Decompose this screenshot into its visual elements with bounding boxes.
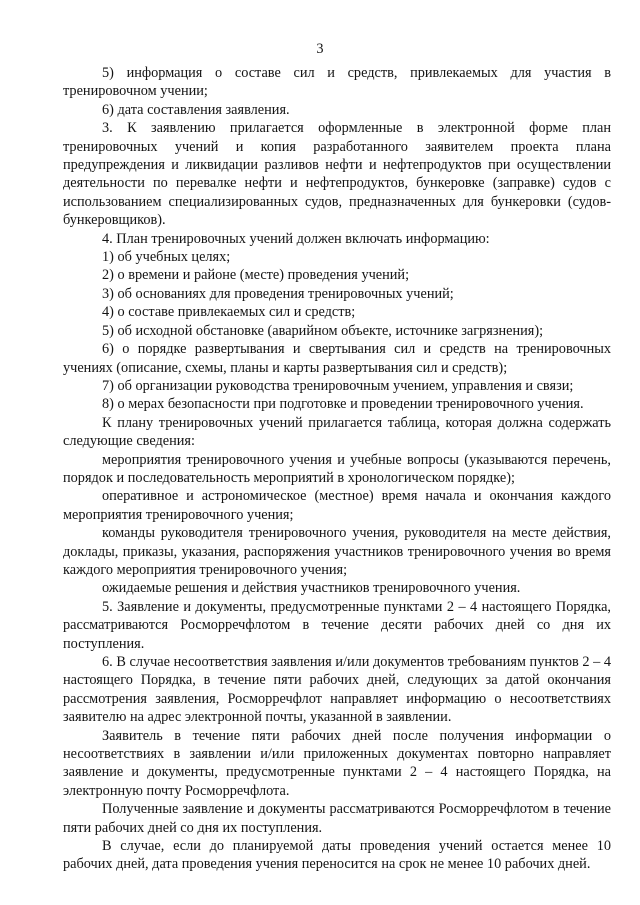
paragraph-table-events: мероприятия тренировочного учения и учебные вопросы (указываются перечень, порядок и последовательность мероприятий в хронологическом порядке); xyxy=(63,451,611,486)
paragraph-plan-item-4: 4) о составе привлекаемых сил и средств; xyxy=(102,304,356,321)
paragraph-item-5-info: 5) информация о составе сил и средств, привлекаемых для участия в тренировочном учении; xyxy=(63,65,611,100)
paragraph-table-intro: К плану тренировочных учений прилагается таблица, которая должна содержать следующие сведения: xyxy=(63,414,611,450)
paragraph-clause-6: 6. В случае несоответствия заявления и/или документов требованиям пунктов 2 – 4 настоящего Порядка, в течение пяти рабочих дней, следующих за датой окончания рассмотрения заявления, Росморречфлот направляет информацию о несоответствиях заявителю на адрес электронной почты, указанной в заявлении. xyxy=(63,654,611,726)
paragraph-plan-item-8: 8) о мерах безопасности при подготовке и проведении тренировочного учения. xyxy=(102,396,584,413)
paragraph-clause-5: 5. Заявление и документы, предусмотренные пунктами 2 – 4 настоящего Порядка, рассматриваются Росморречфлотом в течение десяти рабочих дней со дня их поступления. xyxy=(63,598,611,652)
paragraph-postponement: В случае, если до планируемой даты проведения учений остается менее 10 рабочих дней, дата проведения учения переносится на срок не менее 10 рабочих дней. xyxy=(63,838,611,873)
paragraph-plan-item-2: 2) о времени и районе (месте) проведения учений; xyxy=(102,267,410,284)
paragraph-plan-item-6: 6) о порядке развертывания и свертывания сил и средств на тренировочных учениях (описание, схемы, планы и карты развертывания сил и средств); xyxy=(63,341,611,376)
document-body xyxy=(63,64,611,874)
paragraph-plan-item-3: 3) об основаниях для проведения тренировочных учений; xyxy=(102,285,454,302)
paragraph-table-decisions: ожидаемые решения и действия участников тренировочного учения. xyxy=(102,580,521,597)
paragraph-item-6-date: 6) дата составления заявления. xyxy=(102,101,290,118)
paragraph-clause-4: 4. План тренировочных учений должен включать информацию: xyxy=(102,230,490,247)
paragraph-clause-3: 3. К заявлению прилагается оформленные в электронной форме план тренировочных учений и копия разработанного заявителем проекта плана предупреждения и ликвидации разливов нефти и нефтепродуктов при осуществлении деятельности по перевалке нефти и нефтепродуктов, бункеровке (заправке) судов с использованием специализированных судов, предназначенных для бункеровки (судов-бункеровщиков). xyxy=(63,120,611,229)
page-number: 3 xyxy=(316,41,324,57)
paragraph-resubmission: Заявитель в течение пяти рабочих дней после получения информации о несоответствиях в заявлении и/или приложенных документах повторно направляет заявление и документы, предусмотренные пунктами 2 – 4 настоящего Порядка, на электронную почту Росморречфлота. xyxy=(63,727,611,799)
paragraph-plan-item-1: 1) об учебных целях; xyxy=(102,249,231,266)
paragraph-plan-item-7: 7) об организации руководства тренировочным учением, управления и связи; xyxy=(102,377,574,394)
paragraph-plan-item-5: 5) об исходной обстановке (аварийном объекте, источнике загрязнения); xyxy=(102,322,544,339)
paragraph-table-time: оперативное и астрономическое (местное) время начала и окончания каждого мероприятия тренировочного учения; xyxy=(63,488,611,523)
paragraph-table-commands: команды руководителя тренировочного учения, руководителя на месте действия, доклады, приказы, указания, распоряжения участников тренировочного учения во время каждого мероприятия тренировочного учения; xyxy=(63,525,611,578)
paragraph-review: Полученные заявление и документы рассматриваются Росморречфлотом в течение пяти рабочих дней со дня их поступления. xyxy=(63,801,611,836)
